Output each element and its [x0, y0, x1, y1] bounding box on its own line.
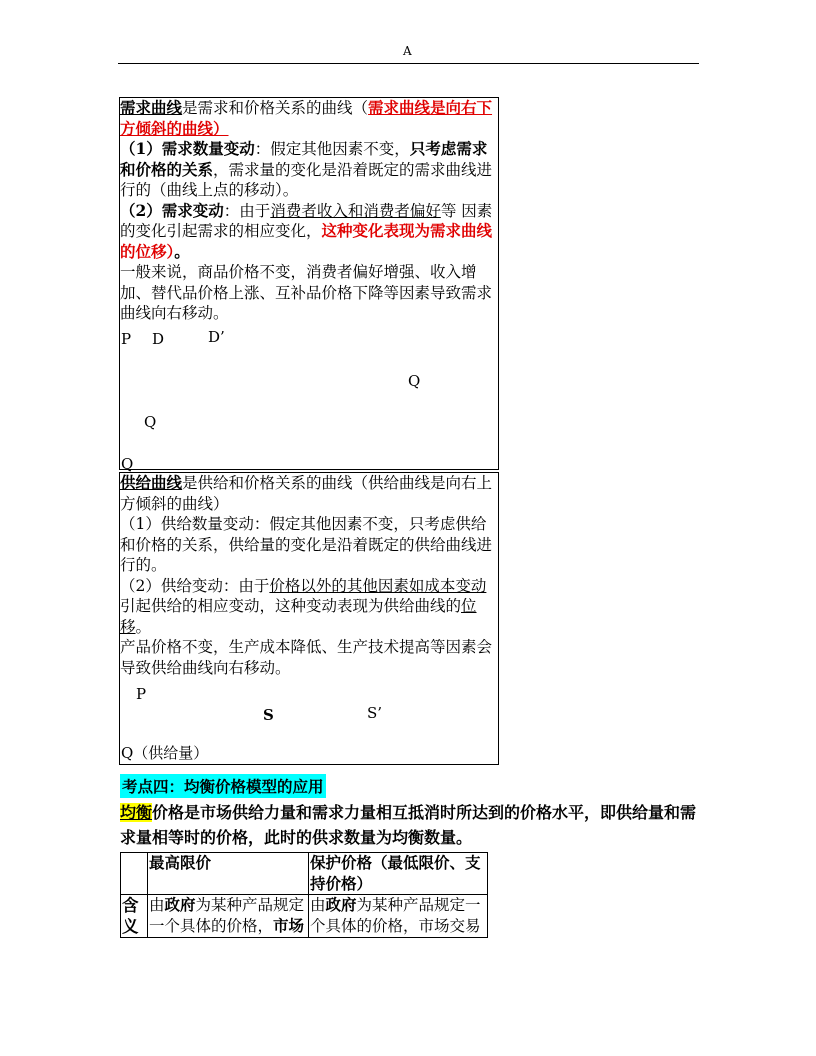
supply-box — [119, 472, 499, 765]
demand-graph-q-mid: Q — [144, 413, 157, 431]
demand-slope-note: 需求曲线是向右下方倾斜的曲线） — [120, 98, 493, 138]
supply-graph-p: P — [136, 685, 147, 703]
demand-graph-q-bottom: Q — [121, 455, 134, 473]
table-cell-support-price: 由政府为某种产品规定一个具体的价格，市场交易 — [309, 895, 488, 938]
demand-definition: 需求曲线是需求和价格关系的曲线（需求曲线是向右下方倾斜的曲线） — [120, 98, 493, 138]
demand-graph-p: P — [121, 330, 132, 348]
supply-graph-s: S — [263, 706, 274, 724]
demand-box — [119, 97, 499, 473]
table-row-label: 含义 — [121, 895, 148, 938]
topic4-heading: 考点四：均衡价格模型的应用 — [120, 774, 326, 798]
supply-term: 供给曲线 — [120, 473, 183, 492]
demand-graph-q-right: Q — [408, 372, 421, 390]
table-col2-header: 保护价格（最低限价、支持价格） — [309, 853, 488, 895]
demand-graph-d2: D’ — [208, 328, 225, 346]
price-control-table — [120, 852, 488, 938]
supply-graph-q: Q（供给量） — [121, 744, 209, 762]
equilibrium-paragraph: 均衡价格是市场供给力量和需求力量相互抵消时所达到的价格水平，即供给量和需求量相等时的价格，此时的供求数量为均衡数量。 — [120, 803, 697, 847]
table-row — [121, 895, 488, 938]
supply-change: （2）供给变动：由于价格以外的其他因素如成本变动引起供给的相应变动，这种变动表现为供给曲线的位移。 — [120, 576, 487, 636]
supply-graph-s2: S’ — [367, 704, 383, 722]
demand-change: （2）需求变动：由于消费者收入和消费者偏好等 因素的变化引起需求的相应变化，这种变化表现为需求曲线的位移）。 — [120, 200, 493, 261]
header-rule — [118, 63, 699, 64]
header-mark: A — [403, 44, 412, 58]
table-corner-cell — [121, 853, 148, 895]
table-col1-header: 最高限价 — [148, 853, 309, 895]
table-header-row — [121, 853, 488, 895]
demand-shift-note: 一般来说，商品价格不变，消费者偏好增强、收入增加、替代品价格上涨、互补品价格下降等因素导致需求曲线向右移动。 — [120, 263, 493, 322]
equilibrium-highlight: 均衡 — [120, 803, 153, 822]
demand-term: 需求曲线 — [120, 98, 183, 117]
demand-graph-d: D — [152, 330, 165, 348]
table-cell-max-price: 由政府为某种产品规定一个具体的价格，市场 — [148, 895, 309, 938]
supply-definition: 供给曲线是供给和价格关系的曲线（供给曲线是向右上方倾斜的曲线） — [120, 473, 493, 513]
demand-quantity-change: （1）需求数量变动：假定其他因素不变，只考虑需求和价格的关系，需求量的变化是沿着既定的需求曲线进行的（曲线上点的移动）。 — [120, 139, 493, 199]
supply-quantity-change: （1）供给数量变动：假定其他因素不变，只考虑供给和价格的关系，供给量的变化是沿着既定的供给曲线进行的。 — [120, 515, 493, 574]
supply-shift-note: 产品价格不变，生产成本降低、生产技术提高等因素会导致供给曲线向右移动。 — [120, 638, 493, 677]
